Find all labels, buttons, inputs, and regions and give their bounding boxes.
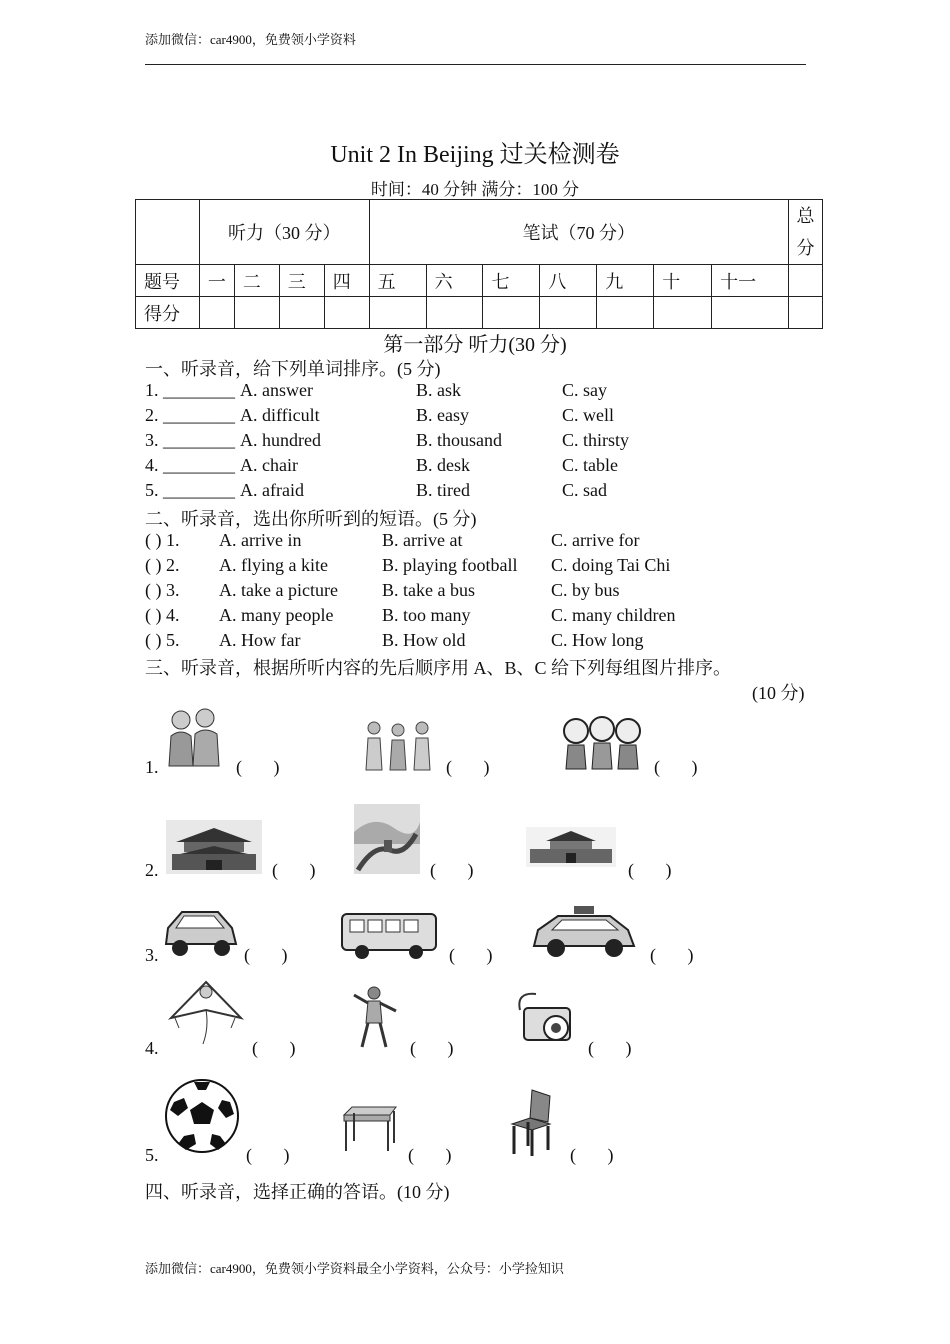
score-cell bbox=[369, 297, 426, 329]
question-number: 六 bbox=[426, 265, 483, 297]
three-children-picture bbox=[560, 713, 646, 771]
answer-blank[interactable]: ( ) bbox=[650, 945, 694, 965]
answer-blank[interactable]: ( ) bbox=[252, 1038, 296, 1058]
answer-blank[interactable]: ( ) bbox=[446, 757, 490, 777]
answer-blank[interactable]: ( ) bbox=[654, 757, 698, 777]
page-footer: 添加微信：car4900，免费领小学资料最全小学资料，公众号：小学捡知识 bbox=[145, 1261, 564, 1276]
header-rule bbox=[145, 64, 806, 65]
option-c: C. thirsty bbox=[562, 430, 630, 450]
option-a: A. many people bbox=[219, 605, 334, 625]
option-b: B. ask bbox=[416, 380, 461, 400]
question-number[interactable]: 5. ________ bbox=[145, 480, 235, 500]
question-number: 十一 bbox=[712, 265, 789, 297]
question-number[interactable]: ( ) 2. bbox=[145, 555, 180, 575]
option-b: B. take a bus bbox=[382, 580, 475, 600]
section-1-heading: 一、听录音，给下列单词排序。(5 分) bbox=[145, 359, 441, 379]
picture-row-number: 5. bbox=[145, 1145, 159, 1165]
score-label: 得分 bbox=[136, 297, 200, 329]
option-a: A. chair bbox=[240, 455, 298, 475]
option-c: C. many children bbox=[551, 605, 676, 625]
great-wall-picture bbox=[354, 804, 420, 874]
option-c: C. sad bbox=[562, 480, 607, 500]
part-one-title: 第一部分 听力(30 分) bbox=[383, 334, 567, 356]
page-header: 添加微信：car4900，免费领小学资料 bbox=[145, 32, 356, 47]
chair-picture bbox=[506, 1088, 556, 1158]
option-b: B. thousand bbox=[416, 430, 503, 450]
answer-blank[interactable]: ( ) bbox=[236, 757, 280, 777]
score-cell bbox=[234, 297, 279, 329]
camera-picture bbox=[512, 990, 580, 1050]
option-a: A. answer bbox=[240, 380, 313, 400]
question-number: 十 bbox=[654, 265, 712, 297]
option-b: B. arrive at bbox=[382, 530, 463, 550]
score-table-corner bbox=[136, 200, 200, 265]
option-c: C. table bbox=[562, 455, 618, 475]
option-a: A. difficult bbox=[240, 405, 320, 425]
question-number: 四 bbox=[324, 265, 369, 297]
section-2-heading: 二、听录音，选出你所听到的短语。(5 分) bbox=[145, 509, 477, 529]
option-c: C. doing Tai Chi bbox=[551, 555, 671, 575]
score-cell bbox=[199, 297, 234, 329]
football-picture bbox=[164, 1078, 240, 1154]
tiananmen-picture bbox=[526, 827, 616, 867]
answer-blank[interactable]: ( ) bbox=[628, 860, 672, 880]
option-a: A. hundred bbox=[240, 430, 321, 450]
option-c: C. say bbox=[562, 380, 607, 400]
answer-blank[interactable]: ( ) bbox=[430, 860, 474, 880]
score-cell bbox=[788, 297, 822, 329]
picture-row-number: 1. bbox=[145, 757, 159, 777]
answer-blank[interactable]: ( ) bbox=[408, 1145, 452, 1165]
question-number: 八 bbox=[540, 265, 597, 297]
question-number[interactable]: ( ) 5. bbox=[145, 630, 180, 650]
option-c: C. well bbox=[562, 405, 614, 425]
score-cell bbox=[279, 297, 324, 329]
option-a: A. take a picture bbox=[219, 580, 338, 600]
question-number: 一 bbox=[199, 265, 234, 297]
answer-blank[interactable]: ( ) bbox=[588, 1038, 632, 1058]
page-title: Unit 2 In Beijing 过关检测卷 bbox=[330, 142, 620, 168]
kite-picture bbox=[165, 978, 247, 1050]
question-number[interactable]: 1. ________ bbox=[145, 380, 235, 400]
picture-row-number: 3. bbox=[145, 945, 159, 965]
option-b: B. too many bbox=[382, 605, 471, 625]
score-cell bbox=[540, 297, 597, 329]
answer-blank[interactable]: ( ) bbox=[449, 945, 493, 965]
answer-blank[interactable]: ( ) bbox=[410, 1038, 454, 1058]
desk-picture bbox=[340, 1103, 398, 1153]
answer-blank[interactable]: ( ) bbox=[570, 1145, 614, 1165]
score-table bbox=[135, 199, 823, 329]
question-number: 九 bbox=[597, 265, 654, 297]
option-b: B. desk bbox=[416, 455, 470, 475]
option-a: A. flying a kite bbox=[219, 555, 328, 575]
option-b: B. playing football bbox=[382, 555, 518, 575]
question-number[interactable]: ( ) 3. bbox=[145, 580, 180, 600]
option-b: B. tired bbox=[416, 480, 470, 500]
score-cell bbox=[597, 297, 654, 329]
answer-blank[interactable]: ( ) bbox=[272, 860, 316, 880]
option-a: A. arrive in bbox=[219, 530, 302, 550]
score-cell bbox=[324, 297, 369, 329]
score-cell bbox=[426, 297, 483, 329]
answer-blank[interactable]: ( ) bbox=[244, 945, 288, 965]
score-cell bbox=[654, 297, 712, 329]
gate-tower-picture bbox=[166, 820, 262, 874]
question-number[interactable]: ( ) 1. bbox=[145, 530, 180, 550]
listening-header: 听力（30 分） bbox=[199, 200, 369, 265]
option-c: C. by bus bbox=[551, 580, 620, 600]
bus-picture bbox=[338, 910, 440, 960]
writing-header: 笔试（70 分） bbox=[369, 200, 788, 265]
option-c: C. How long bbox=[551, 630, 644, 650]
option-a: A. How far bbox=[219, 630, 301, 650]
question-number[interactable]: 4. ________ bbox=[145, 455, 235, 475]
question-number: 二 bbox=[234, 265, 279, 297]
question-number[interactable]: 3. ________ bbox=[145, 430, 235, 450]
option-c: C. arrive for bbox=[551, 530, 640, 550]
answer-blank[interactable]: ( ) bbox=[246, 1145, 290, 1165]
question-number: 五 bbox=[369, 265, 426, 297]
three-people-picture bbox=[360, 718, 438, 772]
section-3-points: (10 分) bbox=[752, 683, 805, 703]
section-3-heading: 三、听录音，根据所听内容的先后顺序用 A、B、C 给下列每组图片排序。 bbox=[145, 658, 732, 678]
question-number: 七 bbox=[483, 265, 540, 297]
taxi-picture bbox=[528, 904, 640, 960]
total-header: 总分 bbox=[788, 200, 822, 265]
section-4-heading: 四、听录音，选择正确的答语。(10 分) bbox=[145, 1182, 450, 1202]
option-b: B. How old bbox=[382, 630, 466, 650]
question-number[interactable]: 2. ________ bbox=[145, 405, 235, 425]
total-cell bbox=[788, 265, 822, 297]
question-number[interactable]: ( ) 4. bbox=[145, 605, 180, 625]
two-men-picture bbox=[163, 706, 225, 770]
score-cell bbox=[483, 297, 540, 329]
question-number-label: 题号 bbox=[136, 265, 200, 297]
picture-row-number: 2. bbox=[145, 860, 159, 880]
score-cell bbox=[712, 297, 789, 329]
car-picture bbox=[162, 906, 240, 958]
exam-info: 时间：40 分钟 满分：100 分 bbox=[370, 180, 580, 199]
option-a: A. afraid bbox=[240, 480, 304, 500]
picture-row-number: 4. bbox=[145, 1038, 159, 1058]
tai-chi-picture bbox=[352, 985, 398, 1049]
option-b: B. easy bbox=[416, 405, 469, 425]
question-number: 三 bbox=[279, 265, 324, 297]
